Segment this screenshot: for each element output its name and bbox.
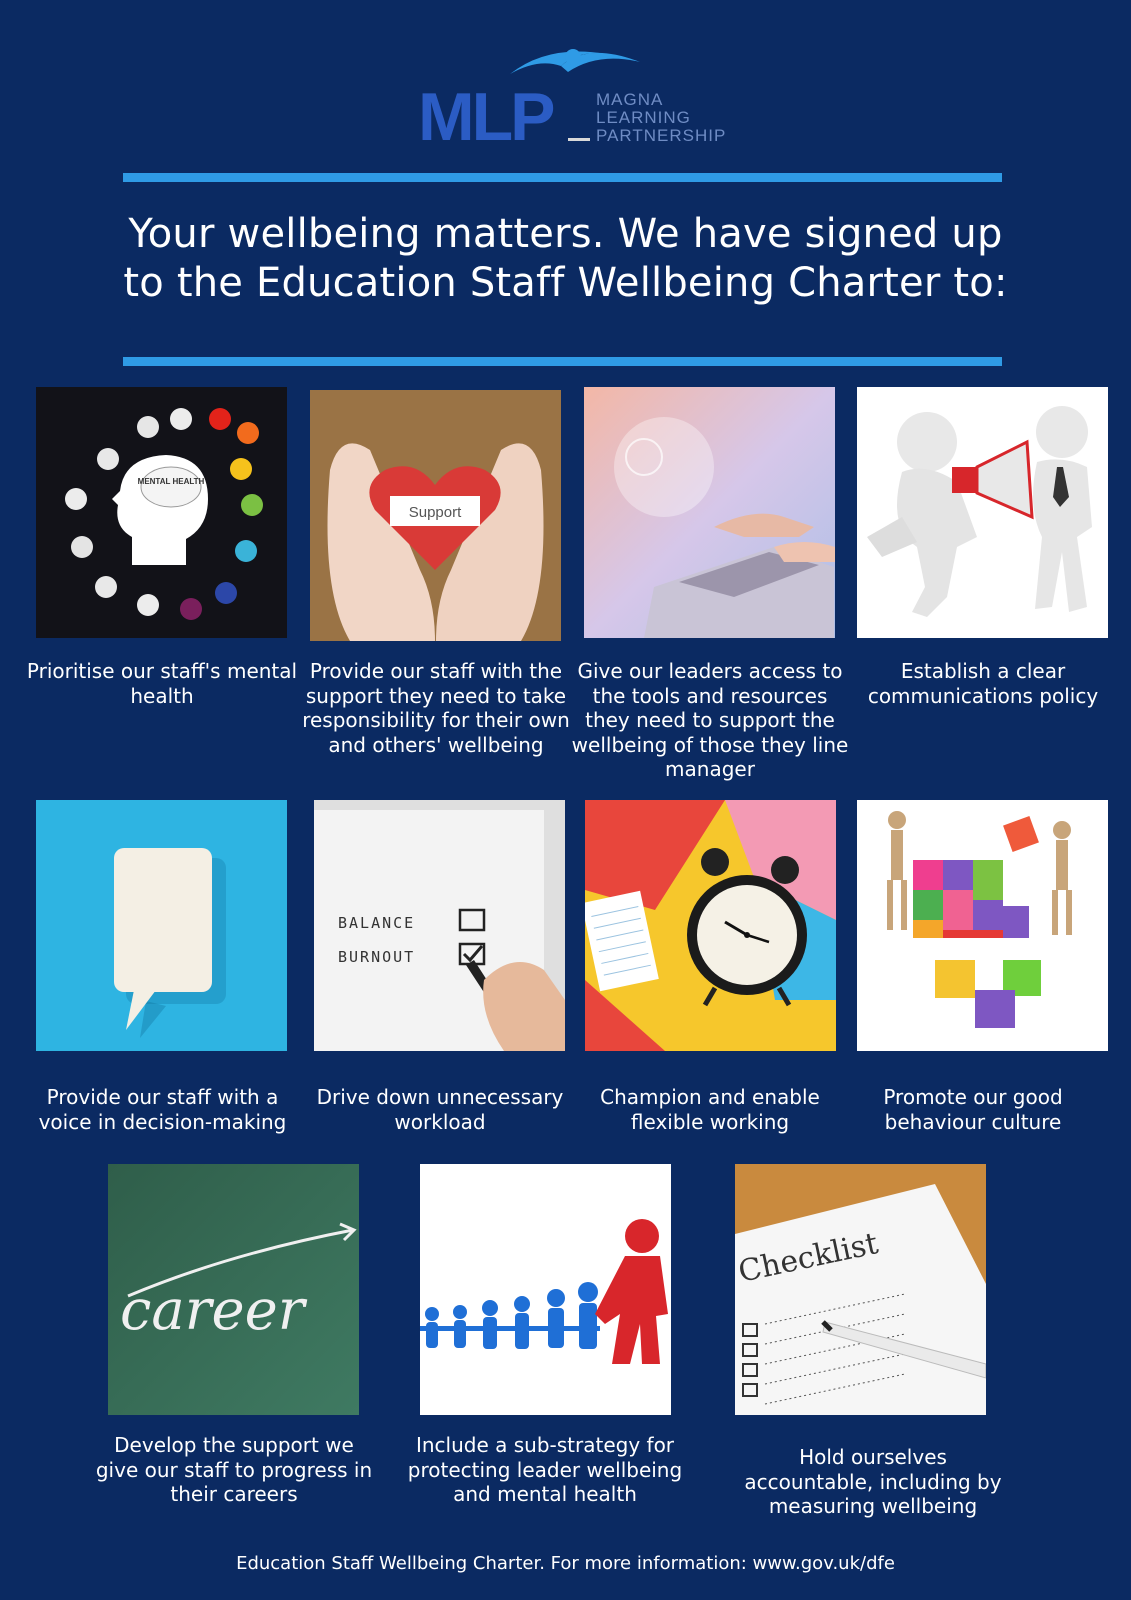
charter-caption-2: Provide our staff with the support they need to take responsibility for their own and others' wellbeing <box>302 659 570 757</box>
charter-caption-9: Develop the support we give our staff to progress in their careers <box>95 1433 373 1506</box>
charter-caption-10: Include a sub-strategy for protecting leader wellbeing and mental health <box>407 1433 683 1506</box>
charter-caption-7: Champion and enable flexible working <box>600 1085 820 1134</box>
page-headline <box>60 210 1071 308</box>
logo-line-2: LEARNING <box>596 108 691 127</box>
charter-caption-8: Promote our good behaviour culture <box>883 1085 1063 1134</box>
footer-note: Education Staff Wellbeing Charter. For more information: www.gov.uk/dfe <box>236 1553 895 1574</box>
megaphone-image <box>857 387 1108 638</box>
leader-figures-image <box>420 1164 671 1415</box>
career-chalk-word: career <box>120 1278 305 1343</box>
charter-caption-3: Give our leaders access to the tools and resources they need to support the wellbeing of those they line manager <box>571 659 849 781</box>
headline-line-1: Your wellbeing matters. We have signed up <box>128 211 1003 257</box>
support-label: Support <box>408 504 462 521</box>
bottom-divider <box>123 357 1002 366</box>
logo-mark: MLP <box>418 79 553 146</box>
support-heart-image <box>310 390 561 641</box>
speech-bubble-image <box>36 800 287 1051</box>
top-divider <box>123 173 1002 182</box>
alarm-clock-image <box>585 800 836 1051</box>
laptop-image <box>584 387 835 638</box>
charter-caption-11: Hold ourselves accountable, including by measuring wellbeing <box>744 1445 1002 1518</box>
career-chalkboard-image <box>108 1164 359 1415</box>
checklist-image <box>735 1164 986 1415</box>
charter-caption-6: Drive down unnecessary workload <box>316 1085 564 1134</box>
logo-line-1: MAGNA <box>596 90 664 109</box>
charter-caption-4: Establish a clear communications policy <box>867 659 1099 708</box>
balance-word: BALANCE <box>338 914 416 932</box>
charter-caption-1: Prioritise our staff's mental health <box>26 659 298 708</box>
mlp-logo <box>418 46 728 146</box>
charter-caption-5: Provide our staff with a voice in decision-making <box>38 1085 287 1134</box>
balance-burnout-image <box>314 800 565 1051</box>
headline-line-2: to the Education Staff Wellbeing Charter to: <box>123 260 1008 306</box>
mental-health-image <box>36 387 287 638</box>
checklist-word: Checklist <box>735 1226 882 1290</box>
mental-health-label: MENTAL HEALTH <box>137 477 205 486</box>
burnout-word: BURNOUT <box>338 948 416 966</box>
building-blocks-image <box>857 800 1108 1051</box>
logo-line-3: PARTNERSHIP <box>596 126 727 145</box>
